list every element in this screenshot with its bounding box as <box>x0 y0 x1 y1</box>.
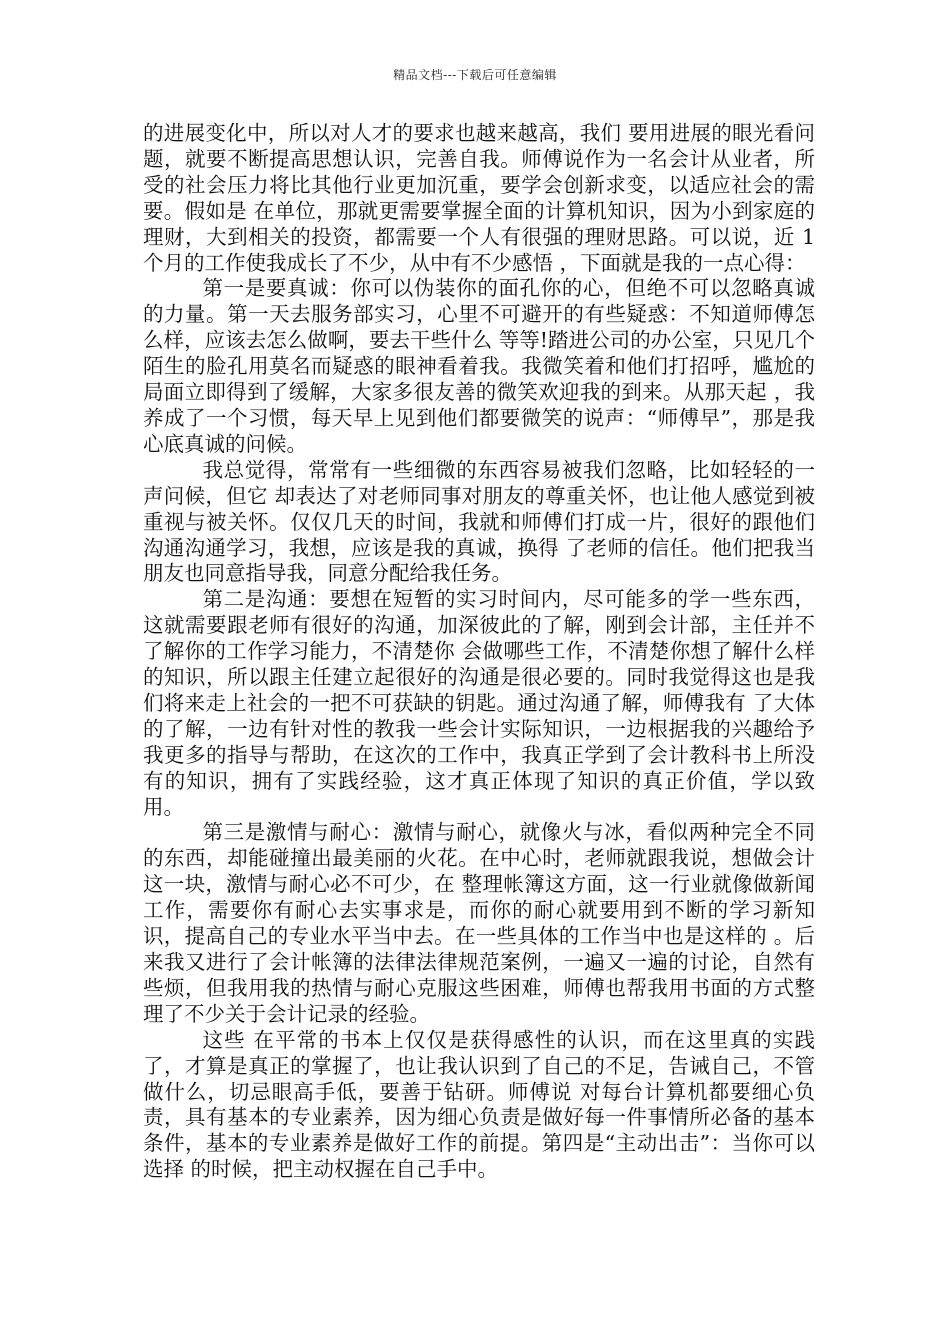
paragraph: 我总觉得，常常有一些细微的东西容易被我们忽略，比如轻轻的一声问候，但它 却表达了对老师同事对朋友的尊重关怀，也让他人感觉到被重视与被关怀。仅仅几天的时间，我就和师傅们打成一片，很好的跟他们沟通沟通学习，我想，应该是我的真诚，换得 了老师的信任。他们把我当朋友也同意指导我，同意分配给我任务。 <box>143 457 815 586</box>
paragraph: 这些 在平常的书本上仅仅是获得感性的认识，而在这里真的实践了，才算是真正的掌握了，也让我认识到了自己的不足，告诫自己，不管做什么，切忌眼高手低，要善于钻研。师傅说 对每台计算机都要细心负责，具有基本的专业素养，因为细心负责是做好每一件事情所必备的基本条件，基本的专业素养是做好工作的前提。第四是“主动出击”：当你可以选择 的时候，把主动权握在自己手中。 <box>143 1027 815 1182</box>
page-header: 精品文档---下载后可任意编辑 <box>393 68 557 82</box>
paragraph: 第三是激情与耐心：激情与耐心，就像火与冰，看似两种完全不同的东西，却能碰撞出最美丽的火花。在中心时，老师就跟我说，想做会计这一块，激情与耐心必不可少，在 整理帐簿这方面，这一行业就像做新闻工作，需要你有耐心去实事求是，而你的耐心就要用到不断的学习新知识，提高自己的专业水平当中去。在一些具体的工作当中也是这样的 。后来我又进行了会计帐簿的法律法律规范案例，一遍又一遍的讨论，自然有些烦，但我用我的热情与耐心克服这些困难，师傅也帮我用书面的方式整理了不少关于会计记录的经验。 <box>143 820 815 1026</box>
body-text <box>143 121 815 1183</box>
paragraph: 的进展变化中，所以对人才的要求也越来越高，我们 要用进展的眼光看问题，就要不断提高思想认识，完善自我。师傅说作为一名会计从业者，所受的社会压力将比其他行业更加沉重，要学会创新求变，以适应社会的需要。假如是 在单位，那就更需要掌握全面的计算机知识，因为小到家庭的理财，大到相关的投资，都需要一个人有很强的理财思路。可以说，近 1 个月的工作使我成长了不少，从中有不少感悟 ，下面就是我的一点心得： <box>143 121 815 275</box>
paragraph: 第二是沟通：要想在短暂的实习时间内，尽可能多的学一些东西，这就需要跟老师有很好的沟通，加深彼此的了解，刚到会计部，主任并不了解你的工作学习能力，不清楚你 会做哪些工作，不清楚你想了解什么样的知识，所以跟主任建立起很好的沟通是很必要的。同时我觉得这也是我们将来走上社会的一把不可获缺的钥匙。通过沟通了解，师傅我有 了大体的了解，一边有针对性的教我一些会计实际知识，一边根据我的兴趣给予我更多的指导与帮助，在这次的工作中，我真正学到了会计教科书上所没有的知识，拥有了实践经验，这才真正体现了知识的真正价值，学以致用。 <box>143 587 815 819</box>
paragraph: 第一是要真诚：你可以伪装你的面孔你的心，但绝不可以忽略真诚的力量。第一天去服务部实习，心里不可避开的有些疑惑：不知道师傅怎么样，应该去怎么做啊，要去干些什么 等等!踏进公司的办公室，只见几个陌生的脸孔用莫名而疑惑的眼神看着我。我微笑着和他们打招呼，尴尬的局面立即得到了缓解，大家多很友善的微笑欢迎我的到来。从那天起 ，我养成了一个习惯，每天早上见到他们都要微笑的说声：“师傅早”，那是我心底真诚的问候。 <box>143 276 815 456</box>
